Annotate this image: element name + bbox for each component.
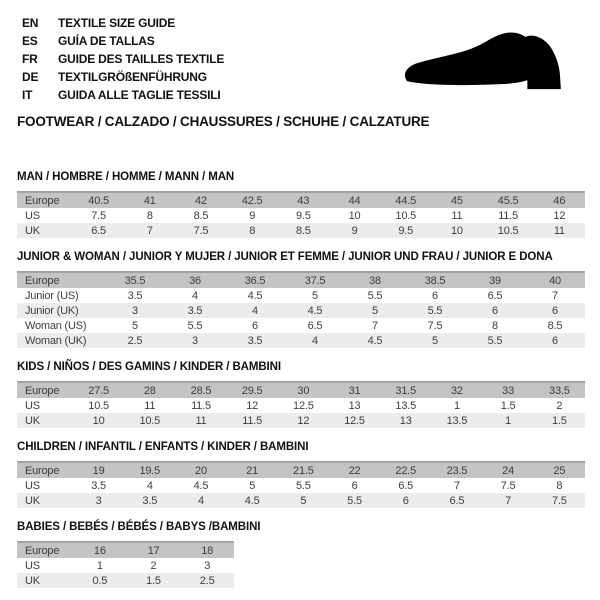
size-cell: 6.5 — [91, 224, 106, 237]
page-header — [17, 12, 585, 104]
size-cell: 9.5 — [295, 209, 311, 222]
size-cell: 8.5 — [547, 319, 563, 332]
guide-title: GUIDE DES TAILLES TEXTILE — [58, 52, 225, 66]
size-cell: 11 — [553, 224, 565, 237]
size-cell: 6 — [402, 494, 409, 507]
size-cell: 5.5 — [347, 494, 362, 507]
size-header-row — [17, 462, 585, 478]
guide-title: TEXTILE SIZE GUIDE — [58, 16, 176, 30]
size-cell: 1 — [505, 414, 512, 427]
size-cell: 39 — [489, 274, 501, 287]
size-table-babies — [17, 541, 234, 588]
language-row — [22, 86, 224, 104]
size-cell: 10.5 — [88, 399, 109, 412]
size-table-title: JUNIOR & WOMAN / JUNIOR Y MUJER / JUNIOR ET FEMME / JUNIOR UND FRAU / JUNIOR E DONA — [17, 251, 553, 263]
size-cell: 4 — [192, 289, 198, 302]
size-cell: 7 — [552, 289, 558, 302]
size-cell: 6 — [351, 479, 358, 492]
size-cell: 18 — [201, 544, 214, 557]
size-cell: 40.5 — [88, 194, 109, 207]
size-cell: 13 — [348, 399, 361, 412]
size-section-man — [17, 171, 585, 238]
size-cell: 3 — [192, 334, 198, 347]
size-table-title: CHILDREN / INFANTIL / ENFANTS / KINDER / BAMBINI — [17, 441, 309, 453]
size-cell: 10 — [450, 224, 463, 237]
size-cell: 19.5 — [139, 464, 161, 477]
row-label: Europe — [25, 464, 60, 477]
size-cell: 25 — [553, 464, 566, 477]
size-row — [17, 333, 585, 348]
size-cell: 10.5 — [395, 209, 417, 222]
size-cell: 1 — [96, 559, 103, 572]
size-cell: 28.5 — [190, 384, 212, 397]
size-cell: 38.5 — [424, 274, 446, 287]
row-label: UK — [25, 414, 40, 427]
size-cell: 5 — [372, 304, 378, 317]
size-cell: 11.5 — [498, 209, 518, 222]
size-cell: 31.5 — [395, 384, 417, 397]
size-row — [17, 208, 585, 223]
guide-title: GUIDA ALLE TAGLIE TESSILI — [58, 88, 221, 102]
size-header-row — [17, 272, 585, 288]
size-cell: 5 — [432, 334, 438, 347]
size-row — [17, 303, 585, 318]
size-cell: 8 — [249, 224, 256, 237]
row-label: Europe — [25, 194, 60, 207]
guide-title: GUÍA DE TALLAS — [58, 34, 155, 48]
size-cell: 20 — [195, 464, 207, 477]
size-cell: 7 — [372, 319, 378, 332]
size-cell: 40 — [549, 274, 561, 287]
size-cell: 3 — [204, 559, 211, 572]
size-cell: 4 — [146, 479, 153, 492]
size-cell: 11 — [144, 399, 156, 412]
row-label: US — [25, 399, 40, 412]
row-label: UK — [25, 224, 40, 237]
size-cell: 12.5 — [293, 399, 314, 412]
size-table-title: BABIES / BEBÉS / BÉBÉS / BABYS /BAMBINI — [17, 521, 261, 533]
size-table-kids — [17, 381, 585, 428]
size-cell: 4.5 — [307, 304, 323, 317]
row-label: Europe — [25, 274, 60, 287]
size-cell: 1.5 — [500, 399, 516, 412]
size-cell: 11.5 — [242, 414, 263, 427]
size-cell: 41 — [143, 194, 156, 207]
size-cell: 24 — [502, 464, 515, 477]
guide-title: TEXTILGRÖßENFÜHRUNG — [58, 70, 207, 84]
size-cell: 3.5 — [91, 479, 106, 492]
size-cell: 5.5 — [487, 334, 503, 347]
size-cell: 5.5 — [295, 479, 311, 492]
size-cell: 45 — [450, 194, 463, 207]
row-label: UK — [25, 494, 40, 507]
size-cell: 5 — [312, 289, 318, 302]
language-code: ES — [22, 34, 38, 48]
size-cell: 6.5 — [487, 289, 503, 302]
size-row — [17, 478, 585, 493]
size-cell: 13.5 — [395, 399, 417, 412]
size-cell: 8.5 — [193, 209, 209, 222]
size-table-title: MAN / HOMBRE / HOMME / MANN / MAN — [17, 171, 235, 183]
size-cell: 8.5 — [295, 224, 311, 237]
size-cell: 38 — [369, 274, 381, 287]
size-cell: 8 — [556, 479, 563, 492]
size-cell: 1 — [453, 399, 460, 412]
size-cell: 43 — [297, 194, 310, 207]
size-row — [17, 573, 234, 588]
row-label: Woman (UK) — [25, 334, 87, 347]
size-cell: 4.5 — [193, 479, 209, 492]
size-cell: 4 — [252, 304, 258, 317]
size-cell: 29.5 — [241, 384, 263, 397]
size-cell: 36.5 — [244, 274, 266, 287]
language-code: IT — [22, 88, 33, 102]
size-cell: 1.5 — [146, 574, 161, 587]
size-cell: 4.5 — [244, 494, 260, 507]
size-cell: 33 — [502, 384, 515, 397]
size-cell: 4 — [312, 334, 318, 347]
size-header-row — [17, 192, 585, 208]
size-section-kids — [17, 361, 585, 428]
size-cell: 1.5 — [551, 414, 567, 427]
size-cell: 19 — [92, 464, 105, 477]
size-cell: 5 — [132, 319, 138, 332]
category-heading: FOOTWEAR / CALZADO / CHAUSSURES / SCHUHE / CALZATURE — [17, 114, 430, 129]
language-row — [22, 14, 224, 32]
size-cell: 7 — [453, 479, 460, 492]
size-cell: 4.5 — [247, 289, 263, 302]
size-section-children — [17, 441, 585, 508]
size-cell: 11 — [195, 414, 207, 427]
size-cell: 44.5 — [395, 194, 417, 207]
size-cell: 2 — [556, 399, 563, 412]
size-table-title: KIDS / NIÑOS / DES GAMINS / KINDER / BAMBINI — [17, 361, 281, 373]
size-cell: 21 — [246, 464, 259, 477]
size-cell: 2.5 — [199, 574, 215, 587]
row-label: Junior (UK) — [25, 304, 79, 317]
language-row — [22, 68, 224, 86]
size-cell: 4 — [198, 494, 204, 507]
size-row — [17, 558, 234, 573]
shoe-icon — [400, 32, 573, 101]
row-label: Europe — [25, 384, 60, 397]
size-cell: 3 — [132, 304, 138, 317]
size-table-man — [17, 191, 585, 238]
size-table-children — [17, 461, 585, 508]
size-cell: 33.5 — [549, 384, 570, 397]
size-section-junior-woman — [17, 251, 585, 348]
size-cell: 3.5 — [247, 334, 263, 347]
size-header-row — [17, 542, 234, 558]
size-cell: 7.5 — [193, 224, 209, 237]
row-label: Europe — [25, 544, 60, 557]
size-cell: 21.5 — [293, 464, 314, 477]
size-cell: 3.5 — [142, 494, 158, 507]
size-cell: 3.5 — [127, 289, 143, 302]
language-title-list — [22, 12, 224, 104]
size-cell: 5.5 — [427, 304, 443, 317]
size-cell: 7 — [505, 494, 512, 507]
size-cell: 6.5 — [398, 479, 414, 492]
size-cell: 2 — [150, 559, 157, 572]
size-cell: 37.5 — [304, 274, 326, 287]
size-cell: 31 — [348, 384, 361, 397]
size-cell: 12 — [246, 399, 259, 412]
size-cell: 7.5 — [551, 494, 567, 507]
size-row — [17, 493, 585, 508]
size-cell: 17 — [147, 544, 160, 557]
size-cell: 10.5 — [497, 224, 519, 237]
size-cell: 35.5 — [124, 274, 146, 287]
size-cell: 12 — [553, 209, 566, 222]
size-cell: 8 — [492, 319, 498, 332]
size-cell: 6.5 — [307, 319, 323, 332]
size-cell: 16 — [93, 544, 106, 557]
size-cell: 2.5 — [127, 334, 143, 347]
size-cell: 44 — [348, 194, 361, 207]
size-cell: 11.5 — [191, 399, 211, 412]
language-code: DE — [22, 70, 39, 84]
row-label: UK — [25, 574, 40, 587]
size-cell: 13.5 — [446, 414, 468, 427]
size-cell: 0.5 — [92, 574, 108, 587]
size-cell: 7.5 — [500, 479, 516, 492]
size-cell: 30 — [297, 384, 310, 397]
size-row — [17, 398, 585, 413]
size-cell: 3 — [95, 494, 102, 507]
size-cell: 12 — [297, 414, 310, 427]
size-cell: 9 — [351, 224, 358, 237]
size-row — [17, 413, 585, 428]
row-label: US — [25, 559, 40, 572]
size-cell: 6 — [432, 289, 438, 302]
size-cell: 45.5 — [497, 194, 519, 207]
size-row — [17, 223, 585, 238]
size-cell: 8 — [146, 209, 153, 222]
size-cell: 28 — [143, 384, 156, 397]
size-cell: 9 — [249, 209, 256, 222]
size-cell: 5 — [249, 479, 256, 492]
size-cell: 7 — [146, 224, 153, 237]
size-cell: 3.5 — [187, 304, 203, 317]
size-cell: 7.5 — [91, 209, 106, 222]
size-cell: 7.5 — [427, 319, 443, 332]
size-cell: 6 — [492, 304, 498, 317]
size-cell: 46 — [553, 194, 566, 207]
size-cell: 11 — [451, 209, 463, 222]
size-cell: 42 — [195, 194, 207, 207]
size-cell: 23.5 — [446, 464, 468, 477]
size-table-junior-woman — [17, 271, 585, 348]
row-label: US — [25, 479, 40, 492]
row-label: Junior (US) — [25, 289, 79, 302]
row-label: US — [25, 209, 40, 222]
size-cell: 5.5 — [187, 319, 203, 332]
size-cell: 10 — [92, 414, 105, 427]
size-cell: 4.5 — [367, 334, 383, 347]
size-cell: 5 — [300, 494, 307, 507]
language-row — [22, 50, 224, 68]
size-cell: 6.5 — [449, 494, 465, 507]
size-cell: 32 — [450, 384, 463, 397]
size-cell: 10 — [348, 209, 361, 222]
size-cell: 6 — [552, 334, 558, 347]
size-cell: 42.5 — [241, 194, 263, 207]
size-row — [17, 288, 585, 303]
size-cell: 36 — [189, 274, 201, 287]
size-header-row — [17, 382, 585, 398]
size-cell: 10.5 — [139, 414, 161, 427]
size-cell: 27.5 — [88, 384, 109, 397]
size-cell: 6 — [252, 319, 258, 332]
size-cell: 22 — [348, 464, 361, 477]
size-cell: 22.5 — [395, 464, 417, 477]
language-row — [22, 32, 224, 50]
language-code: EN — [22, 16, 39, 30]
row-label: Woman (US) — [25, 319, 87, 332]
size-cell: 12.5 — [344, 414, 365, 427]
size-cell: 5.5 — [367, 289, 383, 302]
size-cell: 9.5 — [398, 224, 414, 237]
size-row — [17, 318, 585, 333]
size-cell: 6 — [552, 304, 558, 317]
language-code: FR — [22, 52, 38, 66]
size-section-babies — [17, 521, 585, 588]
size-cell: 13 — [399, 414, 412, 427]
